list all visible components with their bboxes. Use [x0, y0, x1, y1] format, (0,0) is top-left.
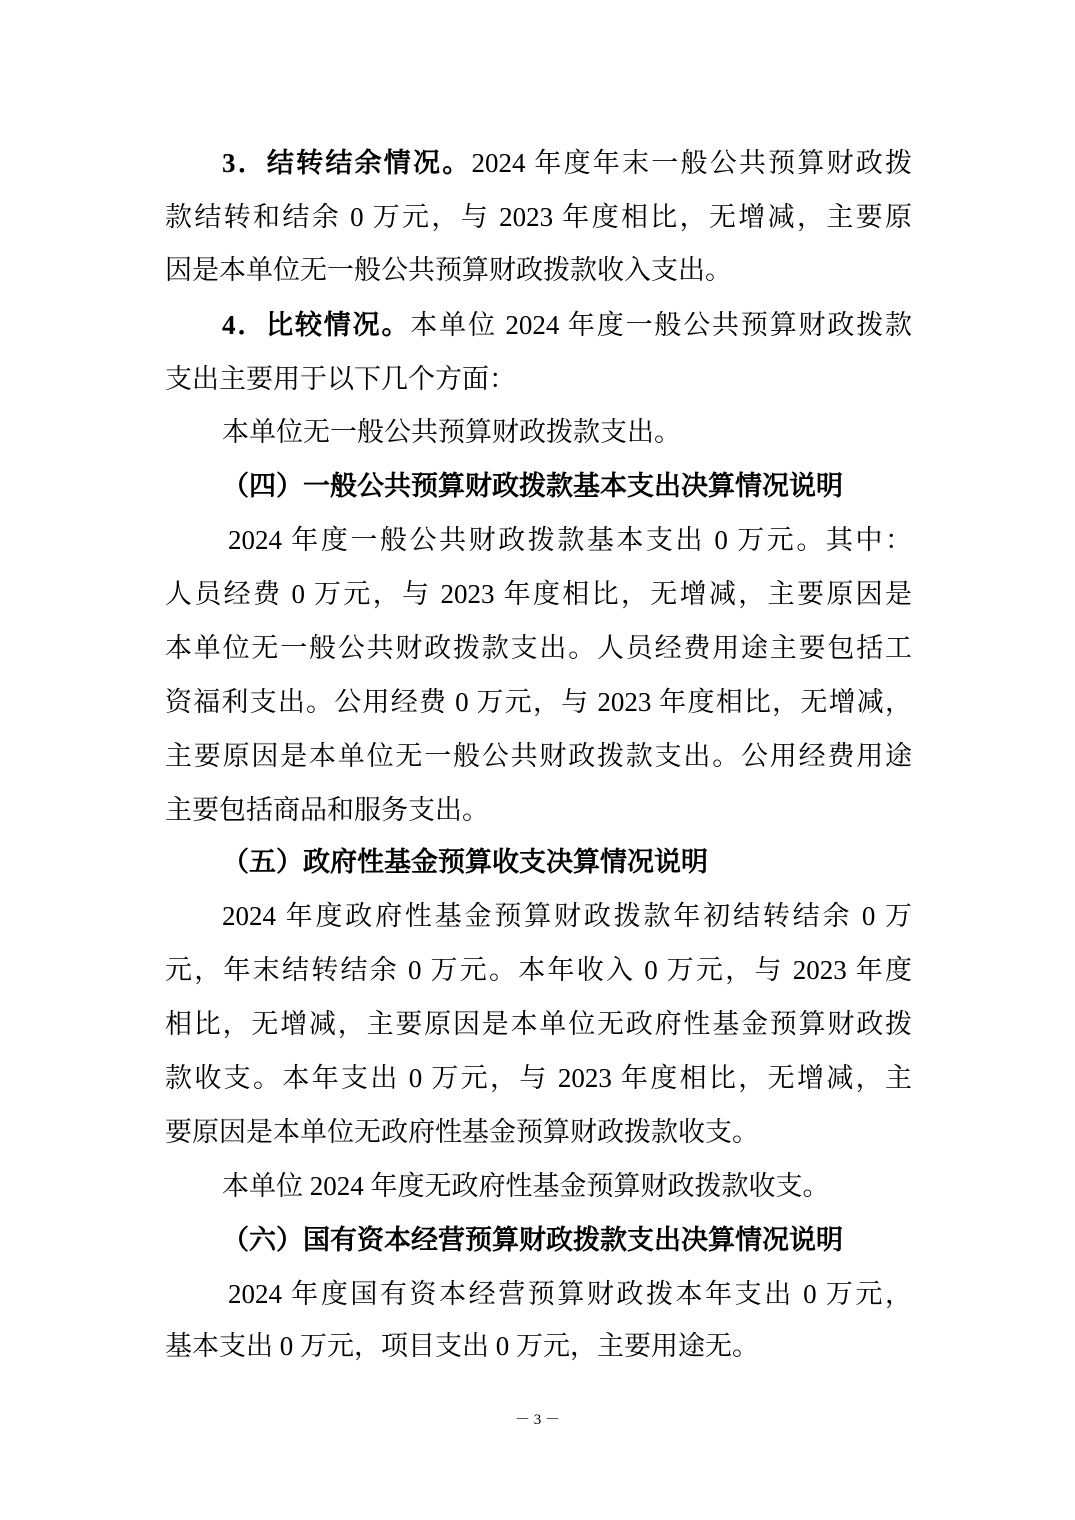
- paragraph-line: 支出主要用于以下几个方面：: [165, 364, 516, 394]
- paragraph-line: 主要原因是本单位无一般公共财政拨款支出。公用经费用途: [165, 741, 912, 771]
- paragraph-line: 元，年末结转结余 0 万元。本年收入 0 万元，与 2023 年度: [165, 955, 912, 985]
- paragraph-line: 相比，无增减，主要原因是本单位无政府性基金预算财政拨: [165, 1009, 912, 1039]
- section-heading: （四）一般公共预算财政拨款基本支出决算情况说明: [222, 471, 843, 501]
- paragraph-line: 基本支出 0 万元，项目支出 0 万元，主要用途无。: [165, 1331, 759, 1361]
- paragraph-line: [222, 136, 912, 190]
- paragraph-line: 人员经费 0 万元，与 2023 年度相比，无增减，主要原因是: [165, 579, 912, 609]
- line-text: 2024 年度年末一般公共预算财政拨: [471, 148, 913, 178]
- paragraph-line: 本单位 2024 年度无政府性基金预算财政拨款收支。: [222, 1171, 830, 1201]
- page-number: － 3 －: [514, 1412, 560, 1428]
- paragraph-line: 2024 年度一般公共财政拨款基本支出 0 万元。其中：: [228, 525, 912, 555]
- paragraph-line: 款收支。本年支出 0 万元，与 2023 年度相比，无增减，主: [165, 1063, 912, 1093]
- paragraph-line: 本单位无一般公共预算财政拨款支出。: [222, 417, 681, 447]
- paragraph-line: 因是本单位无一般公共预算财政拨款收入支出。: [165, 255, 732, 285]
- item-heading: 3．结转结余情况。: [222, 148, 472, 178]
- section-heading: （六）国有资本经营预算财政拨款支出决算情况说明: [222, 1225, 843, 1255]
- paragraph-line: 款结转和结余 0 万元，与 2023 年度相比，无增减，主要原: [165, 202, 912, 232]
- section-heading: （五）政府性基金预算收支决算情况说明: [222, 847, 708, 877]
- paragraph-line: 资福利支出。公用经费 0 万元，与 2023 年度相比，无增减，: [165, 687, 912, 717]
- paragraph-line: 2024 年度政府性基金预算财政拨款年初结转结余 0 万: [222, 901, 912, 931]
- item-heading: 4．比较情况。: [222, 310, 411, 340]
- paragraph-line: [222, 298, 912, 352]
- paragraph-line: 要原因是本单位无政府性基金预算财政拨款收支。: [165, 1117, 759, 1147]
- paragraph-line: 主要包括商品和服务支出。: [165, 795, 489, 825]
- line-text: 本单位 2024 年度一般公共预算财政拨款: [410, 310, 913, 340]
- paragraph-line: 2024 年度国有资本经营预算财政拨本年支出 0 万元，: [228, 1279, 912, 1309]
- paragraph-line: 本单位无一般公共财政拨款支出。人员经费用途主要包括工: [165, 633, 912, 663]
